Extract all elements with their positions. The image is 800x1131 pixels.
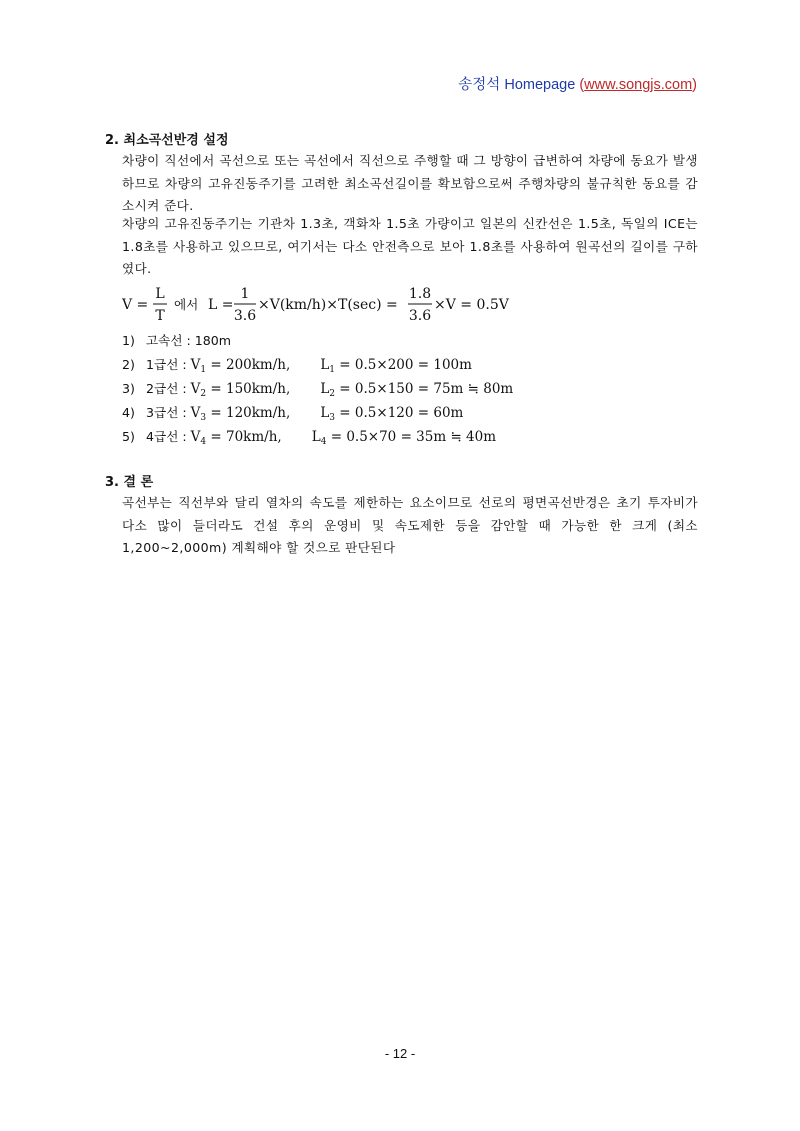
section-3-paragraph: 곡선부는 직선부와 달리 열차의 속도를 제한하는 요소이므로 선로의 평면곡선반경은 초기 투자비가 다소 많이 들더라도 건설 후의 운영비 및 속도제한 등을 감안할 때 가능한 한 크게 (최소 1,200~2,000m) 계획해야 할 것으로 판단된다: [122, 495, 698, 556]
site-name: 송정석 Homepage: [458, 77, 576, 93]
page-number: - 12 -: [384, 1046, 416, 1061]
section-3-title: 3. 결 론: [105, 475, 154, 490]
formula-frac1-den: T: [155, 308, 165, 324]
section-2-title: 2. 최소곡선반경 설정: [105, 133, 229, 148]
formula-frac2-num: 1: [240, 286, 250, 302]
list-item: 3) 2급선 : $V_2 = 150km/h$, $L_2 = 0.5\times 150 = 75m$ ≒ 80m: [122, 381, 514, 399]
section-2-paragraph-2: 차량의 고유진동주기는 기관차 1.3초, 객화차 1.5초 가량이고 일본의 신칸선은 1.5초, 독일의 ICE는 1.8초를 사용하고 있으므로, 여기서는 다소 안전측으로 보아 1.8초를 사용하여 원곡선의 길이를 구하였다.: [122, 216, 698, 277]
formula-frac1-num: L: [155, 286, 165, 302]
list-item: 4) 3급선 : $V_3 = 120km/h$, $L_3 = 0.5\times 120 = 60m$: [122, 405, 464, 423]
section-2-paragraph-1: 차량이 직선에서 곡선으로 또는 곡선에서 직선으로 주행할 때 그 방향이 급변하여 차량에 동요가 발생하므로 차량의 고유진동주기를 고려한 최소곡선길이를 확보함으로써 주행차량의 불규칙한 동요를 감소시켜 준다.: [122, 153, 698, 214]
formula-mid: ×V(km/h)×T(sec) =: [258, 297, 398, 313]
list-item: 1) 고속선 : 180m: [122, 333, 232, 348]
formula-eq2: L =: [208, 297, 234, 313]
formula-lhs: V =: [122, 297, 149, 313]
list-item: 2) 1급선 : $V_1 = 200km/h$, $L_1 = 0.5\times 200 = 100m$: [122, 357, 472, 375]
formula-frac2-den: 3.6: [233, 308, 257, 324]
curve-length-formula: [122, 285, 698, 327]
formula-frac3-den: 3.6: [408, 308, 432, 324]
site-url-link[interactable]: www.songjs.com: [584, 77, 693, 93]
formula-connector: 에서: [174, 297, 199, 312]
formula-tail: ×V = 0.5V: [434, 297, 509, 313]
formula-frac3-num: 1.8: [408, 286, 432, 302]
page-header: 송정석 Homepage (www.songjs.com): [458, 77, 697, 93]
list-item: 5) 4급선 : $V_4 = 70km/h$, $L_4 = 0.5\times 70 = 35m$ ≒ 40m: [122, 429, 497, 447]
